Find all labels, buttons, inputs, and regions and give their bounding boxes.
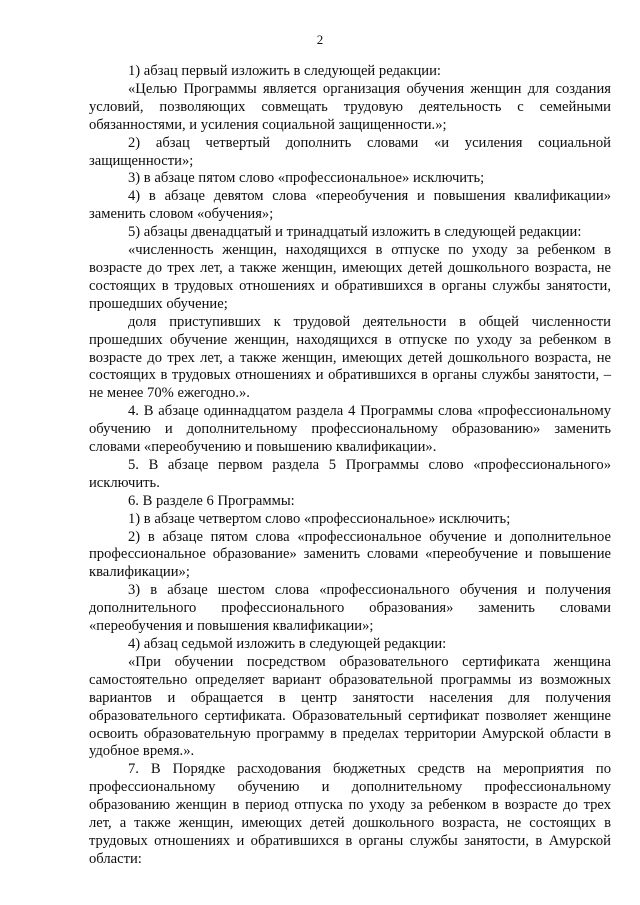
paragraph: «При обучении посредством образовательного сертификата женщина самостоятельно определяет вариант образовательной программы из возможных вариантов и обращается в центр занятости населения для получения образовательного сертификата. Образовательный сертификат позволяет женщине освоить образовательную программу в пределах территории Амурской области в удобное время.».: [89, 653, 611, 760]
paragraph: 2) абзац четвертый дополнить словами «и усиления социальной защищенности»;: [89, 134, 611, 169]
paragraph: 2) в абзаце пятом слова «профессиональное обучение и дополнительное профессиональное образование» заменить словами «переобучение и повышение квалификации»;: [89, 528, 611, 581]
paragraph: 7. В Порядке расходования бюджетных средств на мероприятия по профессиональному обучению и дополнительному профессиональному образованию женщин в период отпуска по уходу за ребенком в возрасте до трех лет, а также женщин, имеющих детей дошкольного возраста, не состоящих в трудовых отношениях и обратившихся в органы службы занятости, в Амурской области:: [89, 761, 611, 867]
page-number: 2: [316, 32, 324, 47]
paragraph: 4. В абзаце одиннадцатом раздела 4 Программы слова «профессиональному обучению и дополнительному профессиональному образованию» заменить словами «переобучению и повышению квалификации».: [89, 403, 611, 456]
paragraph: 4) абзац седьмой изложить в следующей редакции:: [128, 636, 447, 652]
document-body: [89, 63, 611, 869]
paragraph: «численность женщин, находящихся в отпуске по уходу за ребенком в возрасте до трех лет, а также женщин, имеющих детей дошкольного возраста, не состоящих в трудовых отношениях и обратившихся в органы службы занятости, прошедших обучение;: [89, 242, 611, 312]
paragraph: «Целью Программы является организация обучения женщин для создания условий, позволяющих совмещать трудовую деятельность с семейными обязанностями, и усиления социальной защищенности.»;: [89, 80, 611, 133]
paragraph: 1) в абзаце четвертом слово «профессиональное» исключить;: [128, 510, 511, 527]
paragraph: 1) абзац первый изложить в следующей редакции:: [128, 63, 441, 79]
paragraph: доля приступивших к трудовой деятельности в общей численности прошедших обучение женщин, находящихся в отпуске по уходу за ребенком в возрасте до трех лет, а также женщин, имеющих детей дошкольного возраста, не состоящих в трудовых отношениях и обратившихся в органы службы занятости, – не менее 70% ежегодно.».: [89, 313, 611, 402]
paragraph: 4) в абзаце девятом слова «переобучения и повышения квалификации» заменить словом «обучения»;: [89, 188, 611, 223]
paragraph: 3) в абзаце шестом слова «профессионального обучения и получения дополнительного профессионального образования» заменить словами «переобучения и повышения квалификации»;: [89, 582, 611, 635]
paragraph: 5. В абзаце первом раздела 5 Программы слово «профессионального» исключить.: [89, 456, 611, 491]
paragraph: 5) абзацы двенадцатый и тринадцатый изложить в следующей редакции:: [128, 224, 582, 241]
paragraph: 6. В разделе 6 Программы:: [128, 492, 295, 509]
paragraph: 3) в абзаце пятом слово «профессиональное» исключить;: [128, 170, 485, 187]
